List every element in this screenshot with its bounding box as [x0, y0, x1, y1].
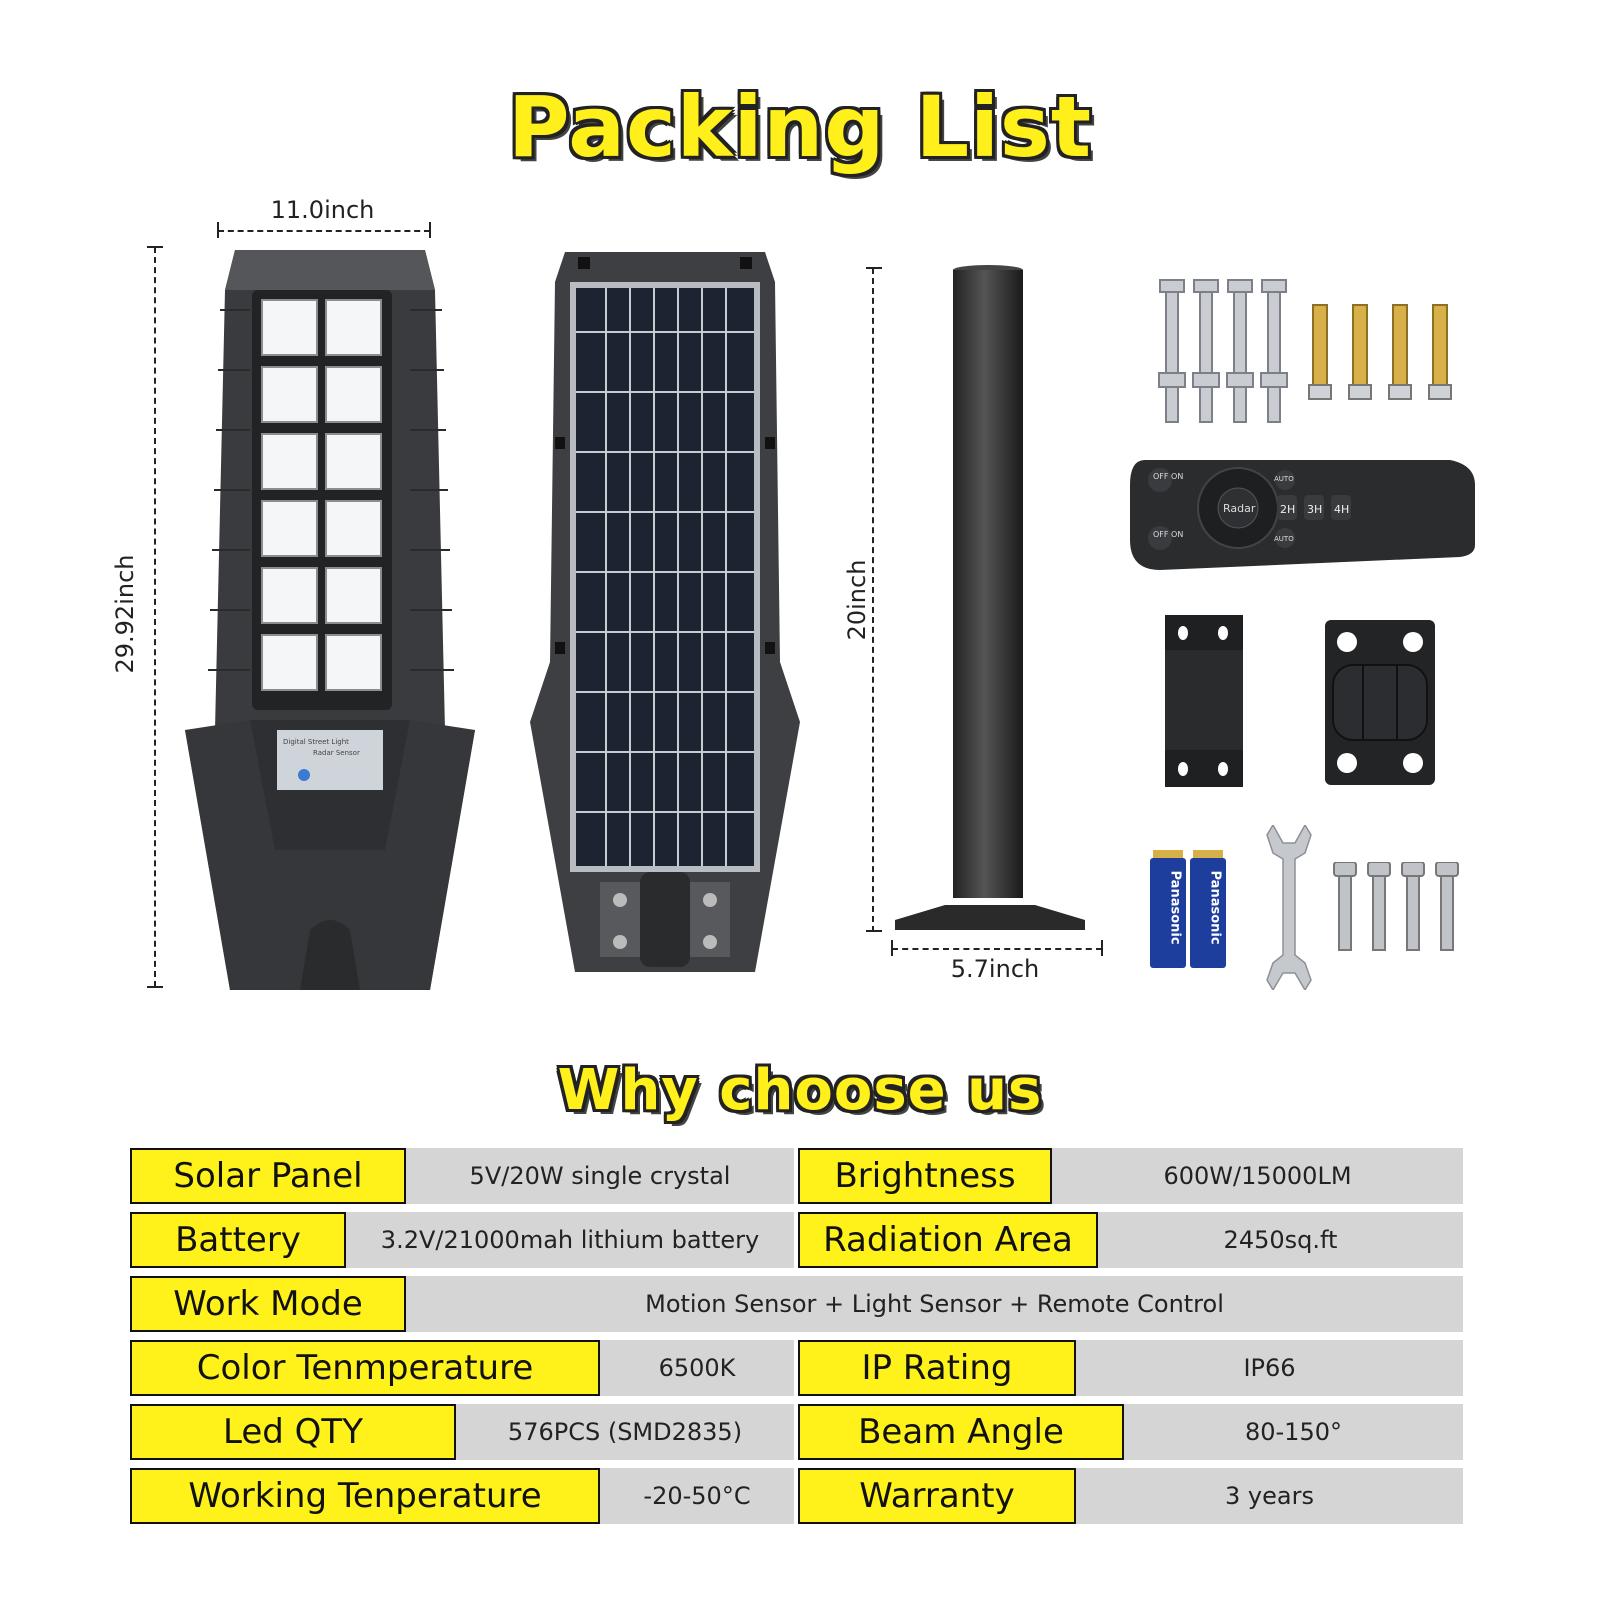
light-label-line1: Digital Street Light — [283, 738, 349, 746]
spec-row-5 — [130, 1404, 1463, 1460]
remote-4h-button: 4H — [1334, 503, 1350, 516]
remote-radar-button: Radar — [1223, 502, 1256, 515]
pole-height-tick-top — [866, 267, 882, 269]
mounting-bracket-flat-image — [1165, 615, 1245, 787]
spec-row-3 — [130, 1276, 1463, 1332]
radiation-area-value: 2450sq.ft — [1098, 1212, 1463, 1268]
pole-base-dimension-line — [892, 948, 1102, 950]
street-light-back-solar-panel-image — [530, 252, 800, 972]
height-tick-bottom — [147, 986, 163, 988]
work-mode-value: Motion Sensor + Light Sensor + Remote Control — [406, 1276, 1463, 1332]
ip-rating-value: IP66 — [1076, 1340, 1463, 1396]
remote-off-on-button-top: OFF ON — [1153, 472, 1184, 481]
pole-base-tick-left — [891, 940, 893, 956]
width-dimension-label: 11.0inch — [270, 196, 375, 224]
height-tick-top — [147, 246, 163, 248]
battery-brand-label-2: Panasonic — [1207, 870, 1223, 945]
battery-label: Battery — [130, 1212, 346, 1268]
ip-rating-label: IP Rating — [798, 1340, 1076, 1396]
spec-row-4 — [130, 1340, 1463, 1396]
led-qty-label: Led QTY — [130, 1404, 456, 1460]
spec-row-1 — [130, 1148, 1463, 1204]
work-mode-label: Work Mode — [130, 1276, 406, 1332]
pole-clamp-bracket-image — [1325, 620, 1437, 785]
street-light-front-image — [180, 250, 480, 990]
width-tick-left — [217, 222, 219, 238]
battery-value: 3.2V/21000mah lithium battery — [346, 1212, 794, 1268]
screws-image — [1330, 862, 1460, 952]
solar-panel-label: Solar Panel — [130, 1148, 406, 1204]
pole-height-tick-bottom — [866, 930, 882, 932]
expansion-bolts-image — [1155, 275, 1455, 430]
pole-height-label: 20inch — [843, 559, 871, 641]
light-label-text — [283, 737, 373, 759]
warranty-label: Warranty — [798, 1468, 1076, 1524]
led-qty-value: 576PCS (SMD2835) — [456, 1404, 794, 1460]
pole-base-tick-right — [1101, 940, 1103, 956]
remote-3h-button: 3H — [1307, 503, 1323, 516]
pole-base-label: 5.7inch — [950, 955, 1040, 983]
remote-auto-button-top: AUTO — [1274, 475, 1294, 483]
working-temperature-value: -20-50°C — [600, 1468, 794, 1524]
mounting-pole-image — [890, 265, 1110, 935]
solar-panel-value: 5V/20W single crystal — [406, 1148, 794, 1204]
remote-2h-button: 2H — [1280, 503, 1296, 516]
light-label-line2: Radar Sensor — [313, 749, 360, 757]
remote-off-on-button-bottom: OFF ON — [1153, 530, 1184, 539]
brightness-label: Brightness — [798, 1148, 1052, 1204]
width-dimension-line — [218, 230, 430, 232]
working-temperature-label: Working Tenperature — [130, 1468, 600, 1524]
width-tick-right — [429, 222, 431, 238]
battery-brand-label-1: Panasonic — [1167, 870, 1183, 945]
beam-angle-value: 80-150° — [1124, 1404, 1463, 1460]
wrench-icon — [1265, 825, 1313, 990]
color-temperature-value: 6500K — [600, 1340, 794, 1396]
pole-height-dimension-line — [872, 268, 874, 932]
brightness-value: 600W/15000LM — [1052, 1148, 1463, 1204]
beam-angle-label: Beam Angle — [798, 1404, 1124, 1460]
packing-list-title: Packing List — [507, 78, 1093, 176]
radiation-area-label: Radiation Area — [798, 1212, 1098, 1268]
height-dimension-label: 29.92inch — [111, 554, 139, 674]
height-dimension-line — [154, 247, 156, 987]
warranty-value: 3 years — [1076, 1468, 1463, 1524]
color-temperature-label: Color Tenmperature — [130, 1340, 600, 1396]
spec-row-2 — [130, 1212, 1463, 1268]
why-choose-us-title: Why choose us — [557, 1058, 1043, 1123]
remote-auto-button-bottom: AUTO — [1274, 535, 1294, 543]
spec-row-6 — [130, 1468, 1463, 1524]
